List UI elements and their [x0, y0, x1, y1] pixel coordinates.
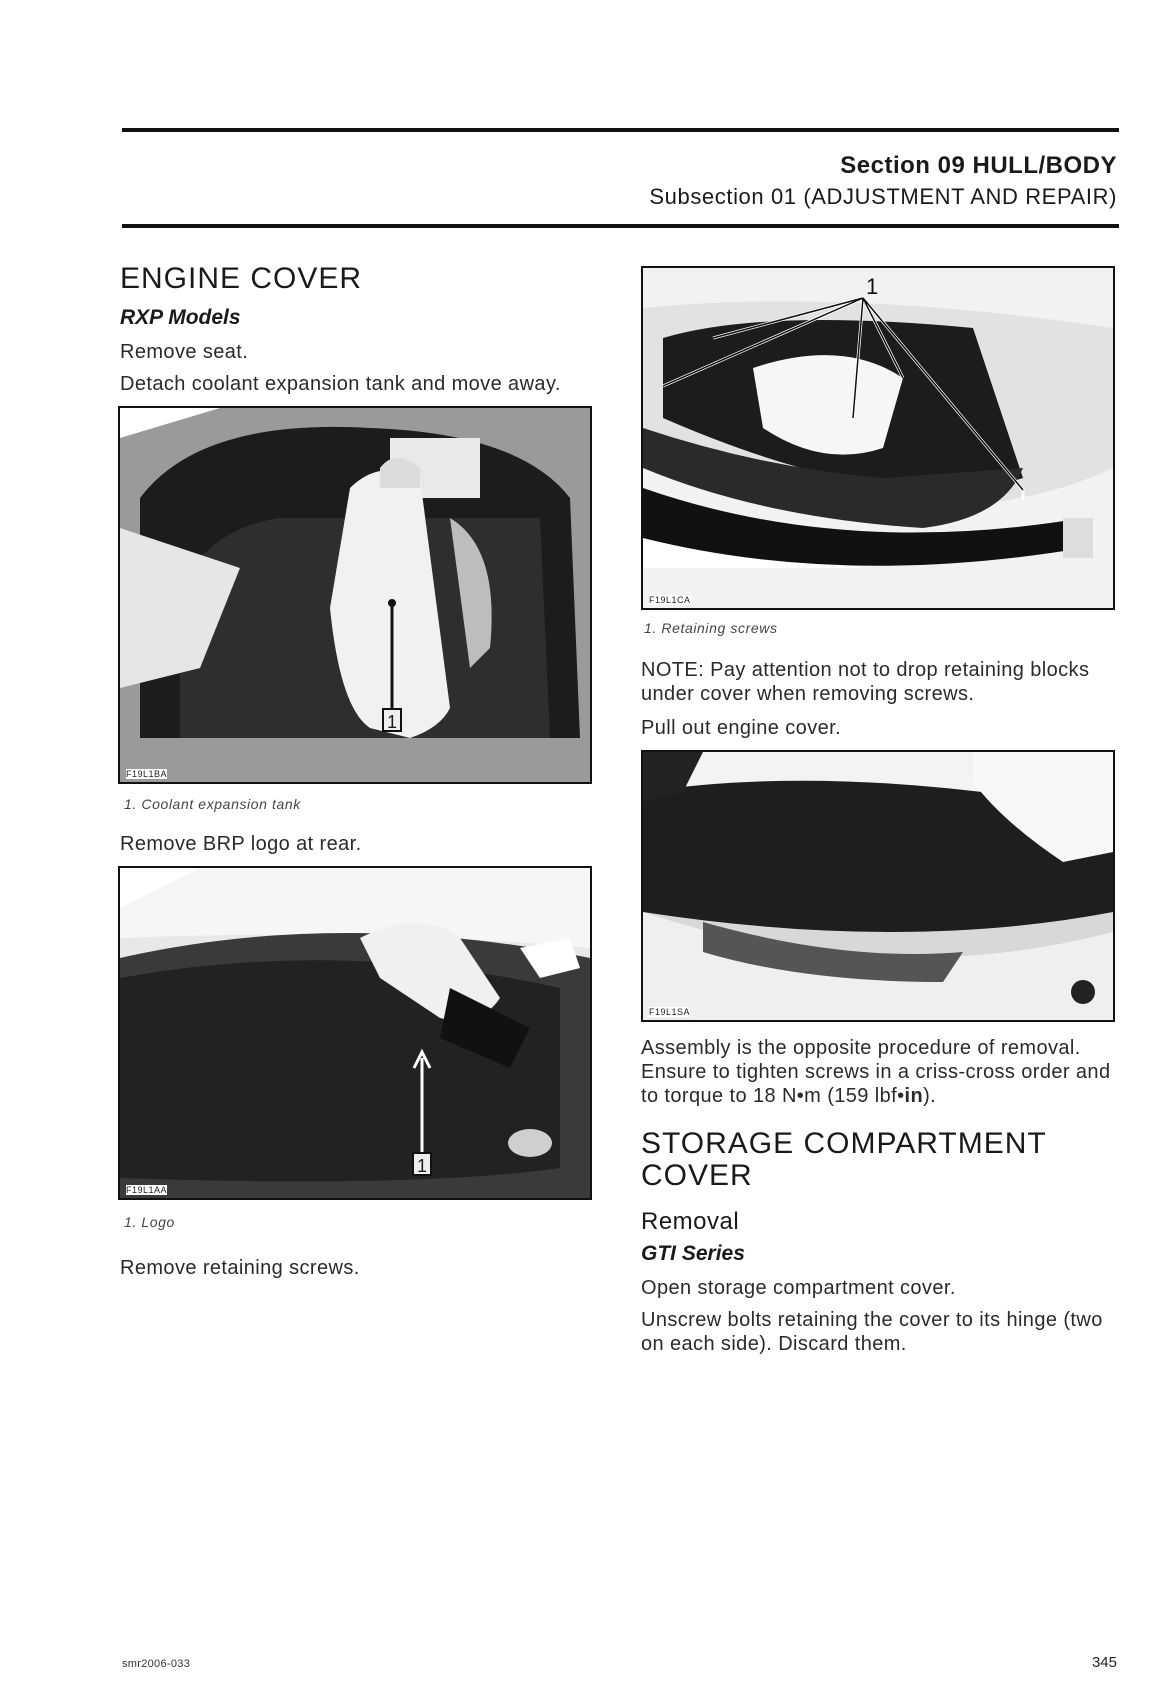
note-paragraph	[641, 658, 1121, 706]
callout-1: 1	[382, 708, 402, 732]
note-label: NOTE:	[641, 659, 705, 681]
figure-code: F19L1CA	[649, 595, 691, 605]
caption-retaining-screws: 1. Retaining screws	[644, 620, 778, 636]
step-detach-tank: Detach coolant expansion tank and move away.	[120, 373, 561, 395]
heading-storage-cover: STORAGE COMPARTMENT COVER	[641, 1127, 1047, 1192]
header-top-rule	[122, 128, 1119, 132]
model-rxp: RXP Models	[120, 306, 241, 329]
step-remove-screws: Remove retaining screws.	[120, 1257, 360, 1279]
step-remove-seat: Remove seat.	[120, 341, 249, 363]
callout-1: 1	[866, 274, 879, 299]
figure-coolant-tank	[118, 406, 592, 784]
step-unscrew-bolts: Unscrew bolts retaining the cover to its hinge (two on each side). Discard them.	[641, 1309, 1103, 1355]
model-gti: GTI Series	[641, 1242, 745, 1265]
subheading-removal: Removal	[641, 1208, 740, 1235]
heading-engine-cover: ENGINE COVER	[120, 262, 363, 295]
document-code: smr2006-033	[122, 1658, 191, 1670]
step-remove-logo: Remove BRP logo at rear.	[120, 833, 362, 855]
photo-pull-out-cover	[643, 752, 1113, 1020]
photo-logo	[120, 868, 590, 1198]
step-open-storage: Open storage compartment cover.	[641, 1277, 956, 1299]
assembly-text-end: ).	[923, 1085, 937, 1107]
figure-pull-out-cover	[641, 750, 1115, 1022]
caption-logo: 1. Logo	[124, 1214, 175, 1230]
step-pull-out-cover: Pull out engine cover.	[641, 717, 842, 739]
assembly-paragraph	[641, 1036, 1119, 1108]
assembly-unit-bold: in	[904, 1085, 924, 1107]
header-bottom-rule	[122, 224, 1119, 228]
assembly-text: Assembly is the opposite procedure of removal. Ensure to tighten screws in a criss-cross order and to torque to 18 N•m (159 lbf•	[641, 1037, 1111, 1107]
caption-coolant-tank: 1. Coolant expansion tank	[124, 796, 301, 812]
figure-logo	[118, 866, 592, 1200]
photo-retaining-screws	[643, 268, 1113, 608]
figure-retaining-screws	[641, 266, 1115, 610]
figure-code: F19L1BA	[126, 769, 168, 779]
page-number: 345	[1091, 1654, 1117, 1671]
callout-1: 1	[412, 1152, 432, 1176]
figure-code: F19L1SA	[649, 1007, 691, 1017]
photo-coolant-tank	[120, 408, 590, 782]
section-title: Section 09 HULL/BODY	[840, 152, 1117, 179]
note-text: Pay attention not to drop retaining blocks under cover when removing screws.	[641, 659, 1090, 705]
figure-code: F19L1AA	[126, 1185, 168, 1195]
subsection-title: Subsection 01 (ADJUSTMENT AND REPAIR)	[649, 184, 1117, 209]
